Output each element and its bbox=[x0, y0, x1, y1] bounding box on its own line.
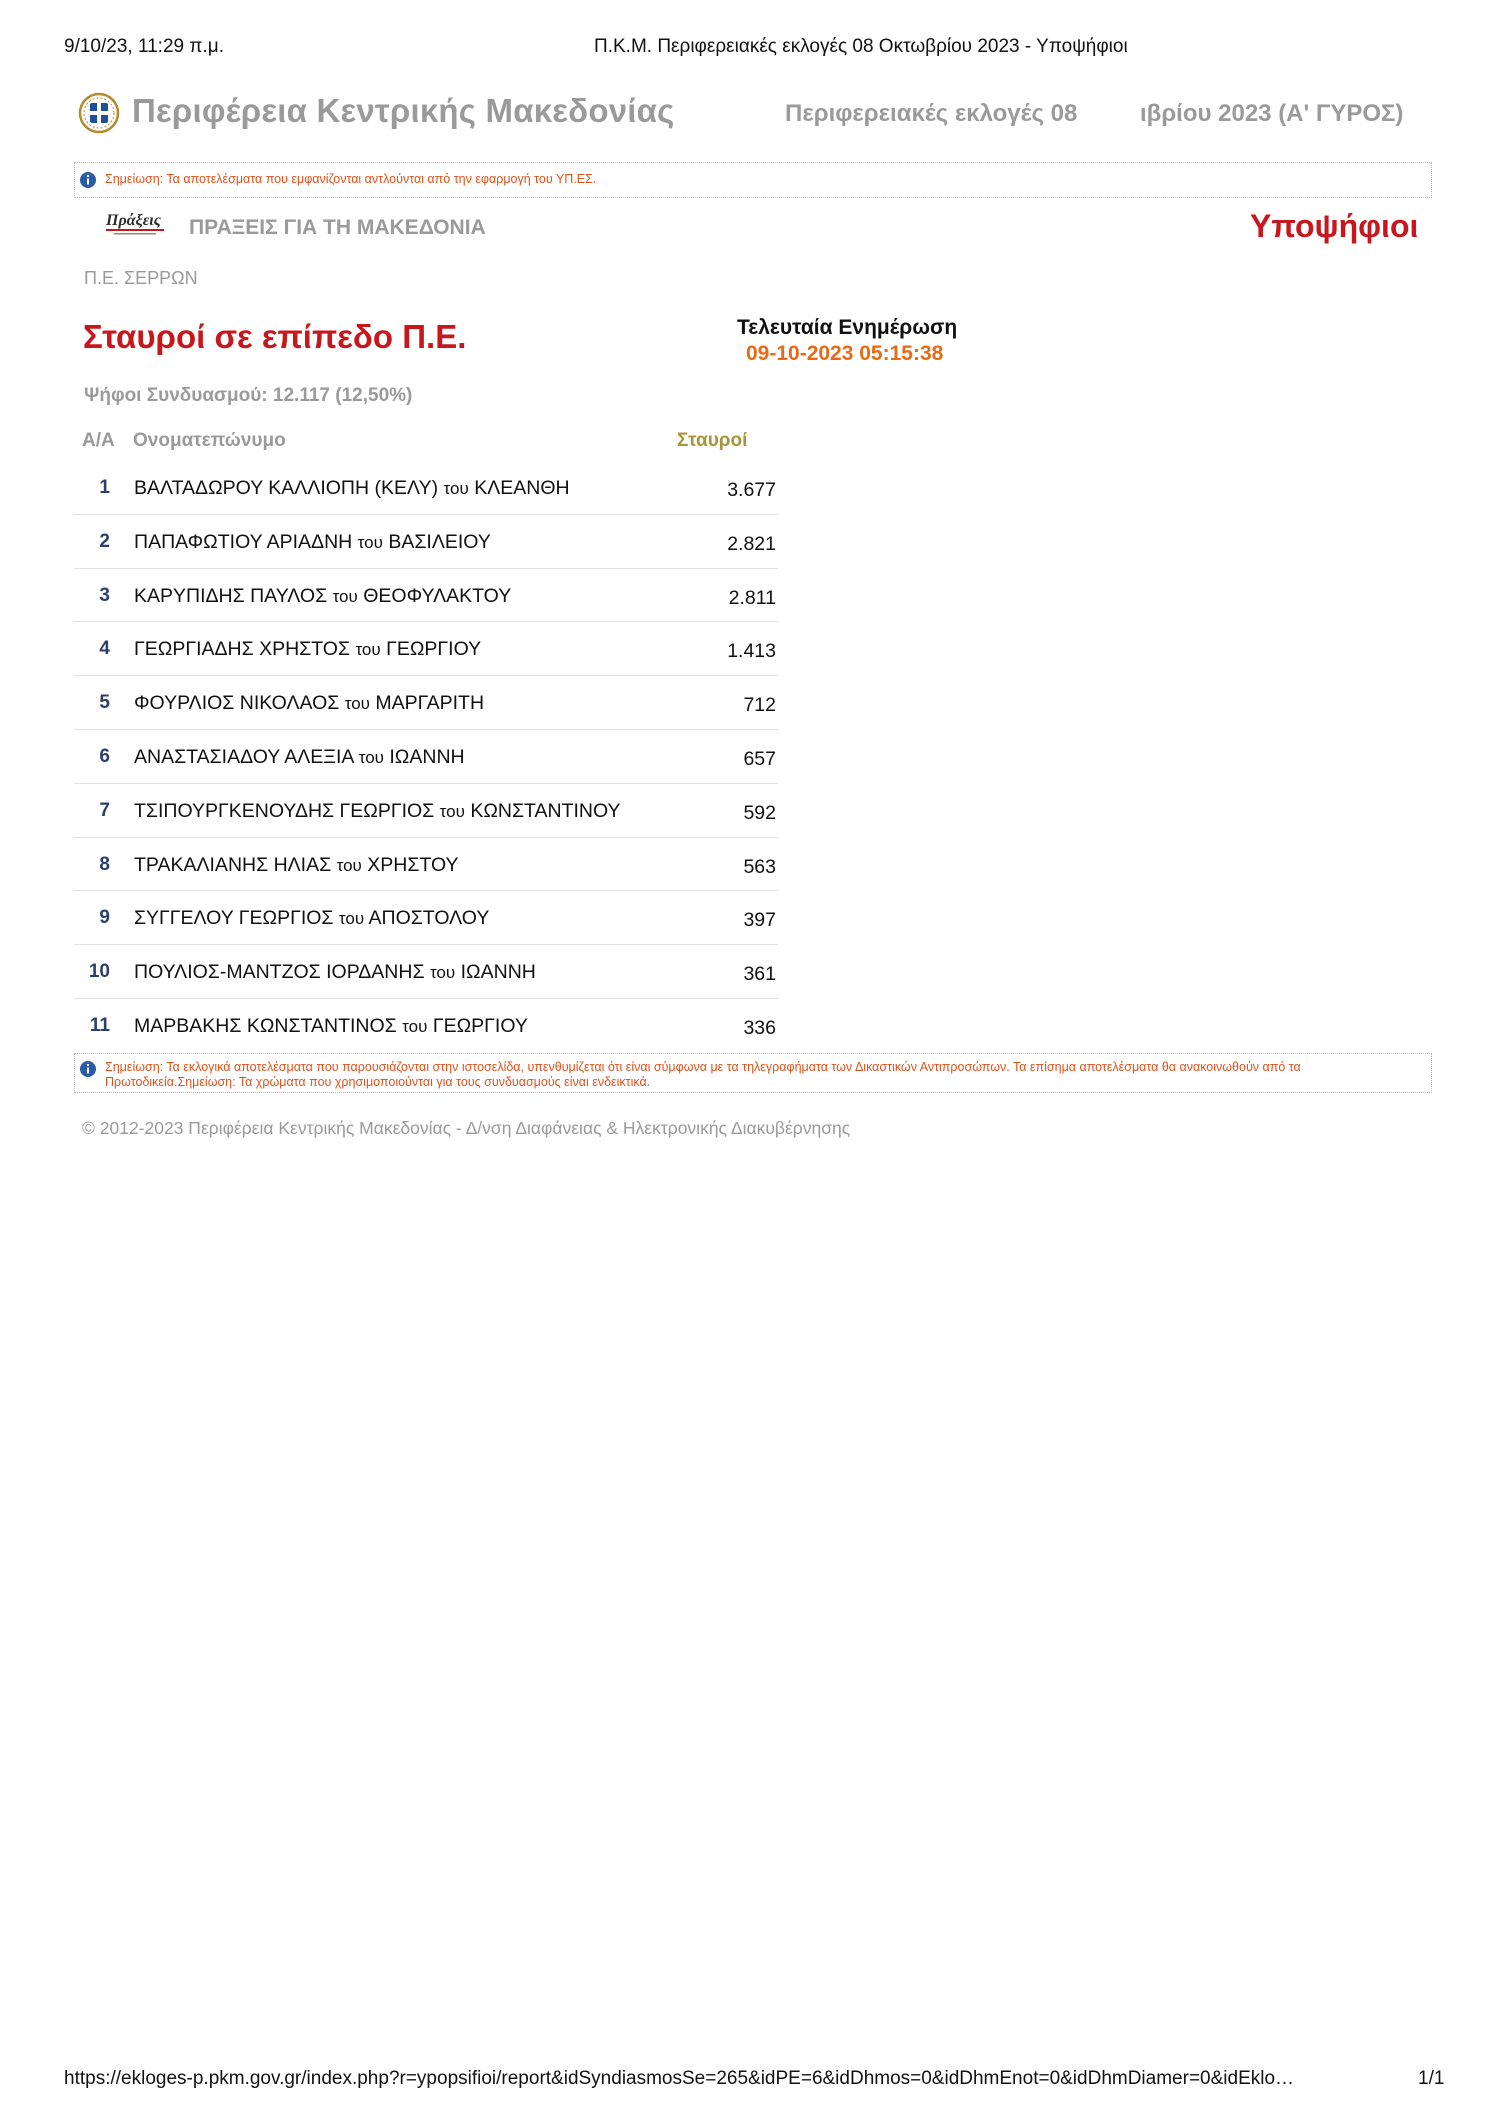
table-row bbox=[74, 676, 778, 730]
disclaimer-note-text: Σημείωση: Τα εκλογικά αποτελέσματα που παρουσιάζονται στην ιστοσελίδα, υπενθυμίζεται ότι είναι σύμφωνα με τα τηλεγραφήματα των Δικαστικών Αντιπροσώπων. Τα επίσημα αποτελέσματα θα ανακοινωθούν από τα Πρωτοδικεία.Σημείωση: Τα χρώματα που χρησιμοποιούνται για τους συνδυασμούς είναι ενδεικτικά. bbox=[105, 1060, 1301, 1089]
row-index: 4 bbox=[99, 638, 110, 660]
table-row bbox=[74, 569, 778, 623]
copyright-footer: © 2012-2023 Περιφέρεια Κεντρικής Μακεδονίας - Δ/νση Διαφάνειας & Ηλεκτρονικής Διακυβέρνησης bbox=[82, 1118, 851, 1138]
election-title: Περιφερειακές εκλογές 08 bbox=[785, 100, 1078, 127]
row-index: 8 bbox=[99, 853, 110, 875]
table-row bbox=[74, 730, 778, 784]
column-header-name: Ονοματεπώνυμο bbox=[133, 430, 286, 451]
candidate-name: ΜΑΡΒΑΚΗΣ ΚΩΝΣΤΑΝΤΙΝΟΣ του ΓΕΩΡΓΙΟΥ bbox=[134, 1014, 528, 1037]
table-row bbox=[74, 838, 778, 892]
column-header-index: Α/Α bbox=[82, 430, 115, 451]
table-row bbox=[74, 622, 778, 676]
row-index: 3 bbox=[99, 584, 110, 606]
table-row bbox=[74, 999, 778, 1053]
disclaimer-note bbox=[74, 1053, 1432, 1093]
row-index: 9 bbox=[99, 907, 110, 929]
candidate-name: ΑΝΑΣΤΑΣΙΑΔΟΥ ΑΛΕΞΙΑ του ΙΩΑΝΝΗ bbox=[134, 745, 465, 768]
candidate-votes: 2.821 bbox=[727, 532, 776, 555]
row-index: 1 bbox=[99, 477, 110, 498]
table-row bbox=[74, 515, 778, 569]
candidate-votes: 397 bbox=[743, 909, 776, 932]
candidate-votes: 712 bbox=[743, 694, 776, 717]
candidate-name: ΤΡΑΚΑΛΙΑΝΗΣ ΗΛΙΑΣ του ΧΡΗΣΤΟΥ bbox=[134, 853, 459, 876]
row-index: 7 bbox=[99, 799, 110, 821]
coalition-votes: Ψήφοι Συνδυασμού: 12.117 (12,50%) bbox=[84, 385, 413, 406]
candidate-votes: 2.811 bbox=[728, 586, 776, 609]
info-icon bbox=[79, 171, 97, 189]
candidate-name: ΠΑΠΑΦΩΤΙΟΥ ΑΡΙΑΔΝΗ του ΒΑΣΙΛΕΙΟΥ bbox=[134, 530, 491, 553]
candidate-votes: 563 bbox=[743, 855, 776, 878]
print-page-title: Π.Κ.Μ. Περιφερειακές εκλογές 08 Οκτωβρίου 2023 - Υποψήφιοι bbox=[594, 36, 1128, 57]
page-title: Σταυροί σε επίπεδο Π.Ε. bbox=[83, 318, 467, 355]
candidates-table bbox=[74, 461, 778, 1053]
regional-unit-name: Π.Ε. ΣΕΡΡΩΝ bbox=[84, 268, 198, 288]
candidate-votes: 1.413 bbox=[727, 640, 776, 663]
column-header-crosses: Σταυροί bbox=[677, 430, 748, 451]
last-update-time: 09-10-2023 05:15:38 bbox=[746, 342, 944, 365]
candidate-name: ΠΟΥΛΙΟΣ-ΜΑΝΤΖΟΣ ΙΟΡΔΑΝΗΣ του ΙΩΑΝΝΗ bbox=[134, 961, 536, 984]
site-title-link[interactable]: Περιφέρεια Κεντρικής Μακεδονίας bbox=[132, 92, 675, 129]
candidate-votes: 3.677 bbox=[727, 479, 776, 501]
source-note bbox=[74, 162, 1432, 198]
table-row bbox=[74, 461, 778, 515]
last-update-label: Τελευταία Ενημέρωση bbox=[737, 316, 958, 339]
candidate-votes: 592 bbox=[743, 801, 776, 824]
candidate-name: ΤΣΙΠΟΥΡΓΚΕΝΟΥΔΗΣ ΓΕΩΡΓΙΟΣ του ΚΩΝΣΤΑΝΤΙΝΟΥ bbox=[134, 799, 621, 822]
candidate-name: ΦΟΥΡΛΙΟΣ ΝΙΚΟΛΑΟΣ του ΜΑΡΓΑΡΙΤΗ bbox=[134, 692, 485, 715]
svg-text:Πράξεις: Πράξεις bbox=[106, 212, 161, 229]
candidate-name: ΣΥΓΓΕΛΟΥ ΓΕΩΡΓΙΟΣ του ΑΠΟΣΤΟΛΟΥ bbox=[134, 907, 490, 930]
row-index: 6 bbox=[99, 745, 110, 767]
candidate-votes: 361 bbox=[743, 963, 776, 986]
candidate-name: ΚΑΡΥΠΙΔΗΣ ΠΑΥΛΟΣ του ΘΕΟΦΥΛΑΚΤΟΥ bbox=[134, 584, 512, 607]
candidate-name: ΓΕΩΡΓΙΑΔΗΣ ΧΡΗΣΤΟΣ του ΓΕΩΡΓΙΟΥ bbox=[134, 638, 482, 661]
party-logo bbox=[104, 208, 168, 238]
election-title-continuation: ιβρίου 2023 (Α' ΓΥΡΟΣ) bbox=[1140, 100, 1404, 127]
candidate-votes: 657 bbox=[743, 747, 776, 770]
row-index: 11 bbox=[89, 1014, 110, 1036]
greek-emblem-icon bbox=[78, 92, 120, 134]
candidate-name: ΒΑΛΤΑΔΩΡΟΥ ΚΑΛΛΙΟΠΗ (ΚΕΛΥ) του ΚΛΕΑΝΘΗ bbox=[134, 477, 570, 499]
row-index: 10 bbox=[88, 961, 110, 983]
info-icon bbox=[79, 1060, 97, 1078]
row-index: 5 bbox=[99, 692, 110, 714]
table-row bbox=[74, 891, 778, 945]
source-note-text: Σημείωση: Τα αποτελέσματα που εμφανίζονται αντλούνται από την εφαρμογή του ΥΠ.ΕΣ. bbox=[105, 172, 597, 186]
print-url: https://ekloges-p.pkm.gov.gr/index.php?r=ypopsifioi/report&idSyndiasmosSe=265&idPE=6&idDhmos=0&idDhmEnot=0&idDhmDiamer=0&idEklo… bbox=[64, 2068, 1295, 2089]
candidates-heading: Υποψήφιοι bbox=[1250, 208, 1419, 244]
row-index: 2 bbox=[99, 530, 110, 552]
candidate-votes: 336 bbox=[743, 1016, 776, 1039]
print-date: 9/10/23, 11:29 π.μ. bbox=[64, 36, 224, 57]
table-row bbox=[74, 784, 778, 838]
page-number: 1/1 bbox=[1418, 2068, 1445, 2089]
table-row bbox=[74, 945, 778, 999]
party-name-link[interactable]: ΠΡΑΞΕΙΣ ΓΙΑ ΤΗ ΜΑΚΕΔΟΝΙΑ bbox=[189, 216, 486, 239]
